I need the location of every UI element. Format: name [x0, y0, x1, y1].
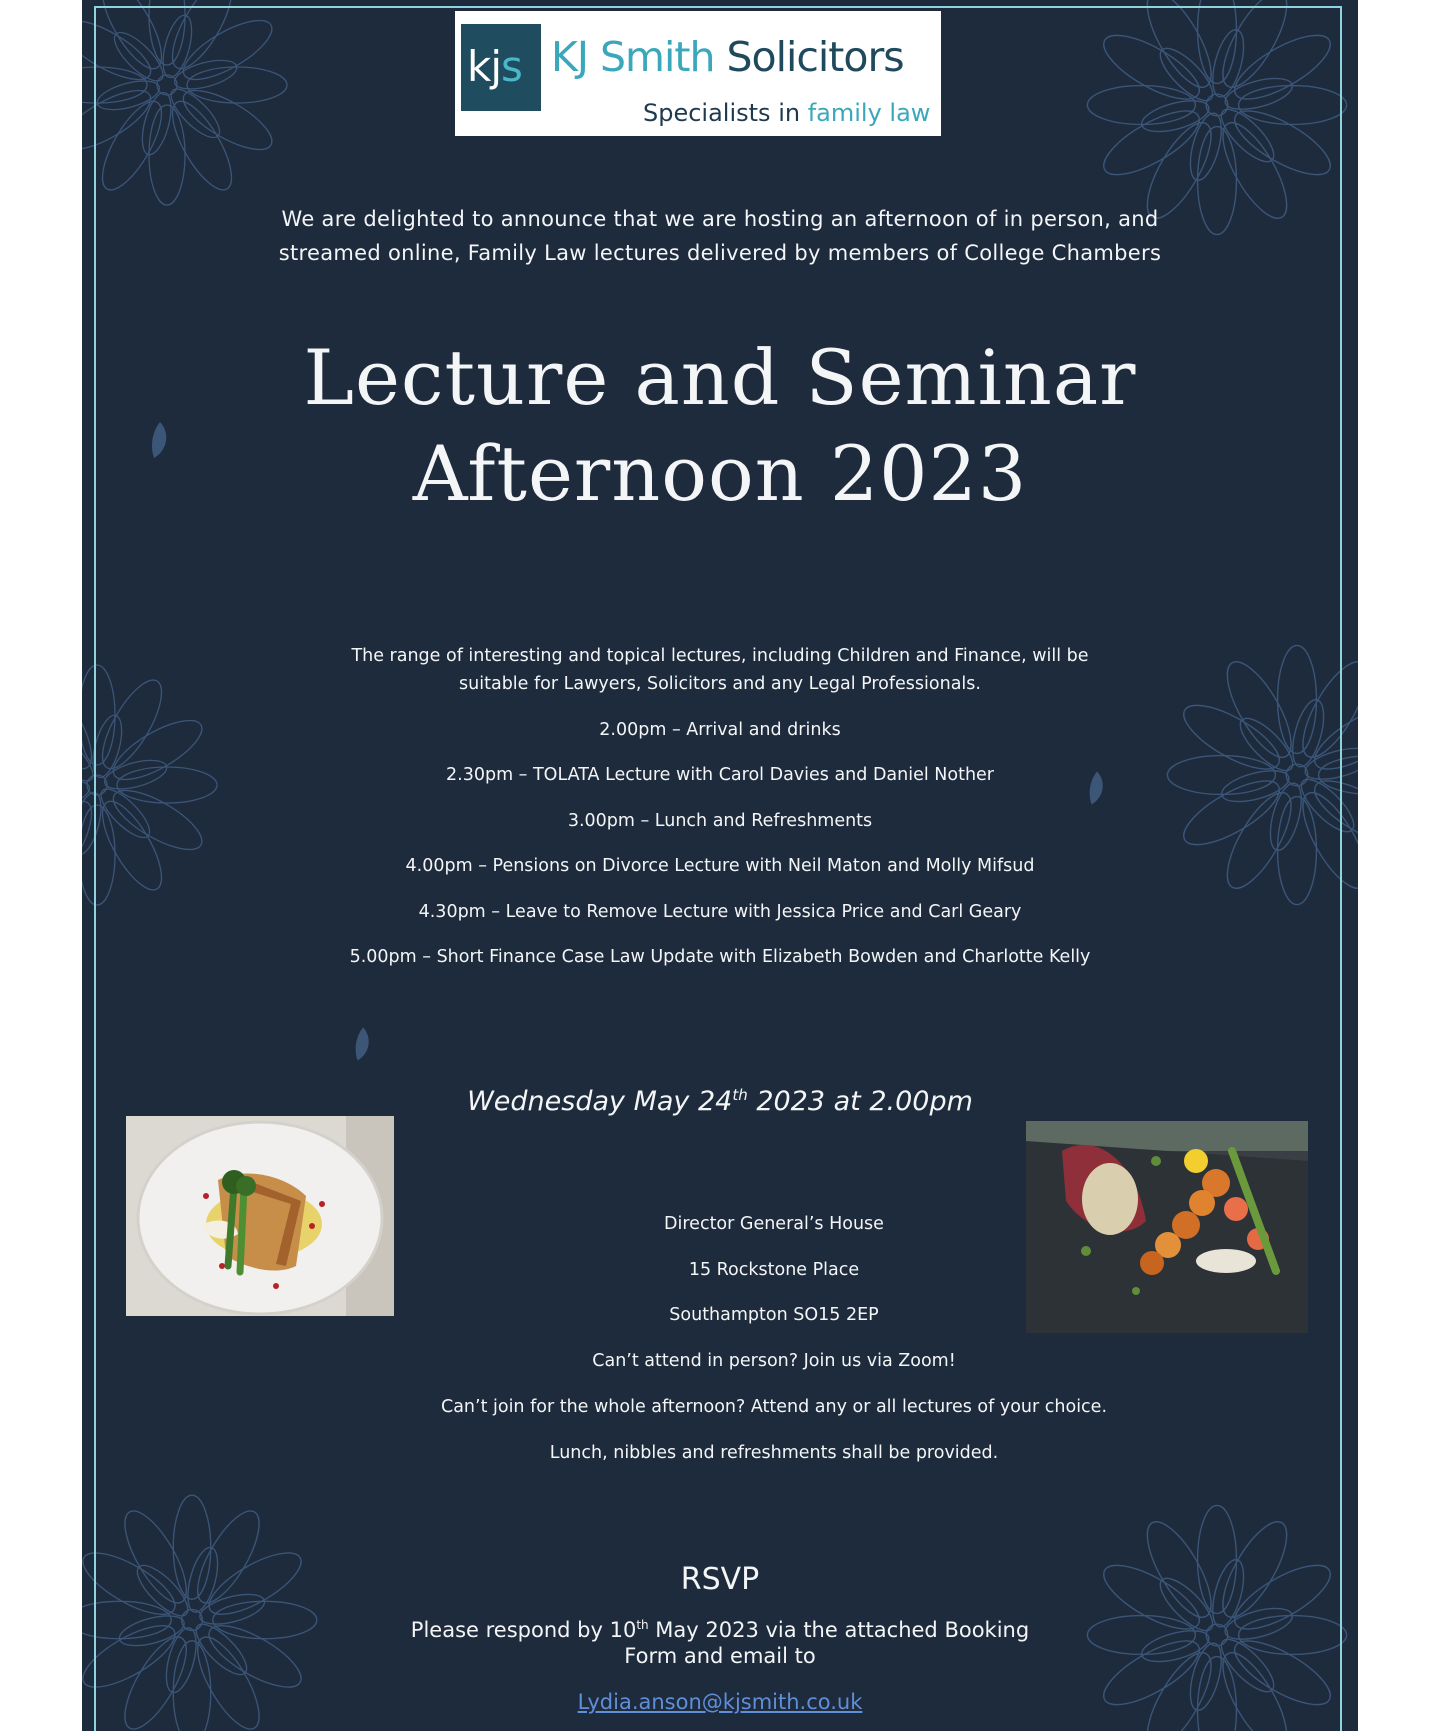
attendance-note: Can’t join for the whole afternoon? Attend any or all lectures of your choice.: [440, 1397, 1108, 1417]
venue-city: Southampton SO15 2EP: [669, 1305, 879, 1325]
rsvp-instructions-line-2: Form and email to: [624, 1644, 816, 1668]
schedule-item: 5.00pm – Short Finance Case Law Update with Elizabeth Bowden and Charlotte Kelly: [349, 947, 1091, 967]
intro-line-2: streamed online, Family Law lectures delivered by members of College Chambers: [278, 241, 1162, 265]
page-title-line-2: Afternoon 2023: [412, 429, 1028, 518]
logo-tagline: Specialists in family law: [643, 99, 931, 127]
rsvp-email-link[interactable]: Lydia.anson@kjsmith.co.uk: [577, 1690, 863, 1714]
description-line-1: The range of interesting and topical lectures, including Children and Finance, will be: [351, 646, 1089, 666]
venue-street: 15 Rockstone Place: [688, 1260, 860, 1280]
rsvp-email-row: [82, 1690, 1358, 1714]
floral-decoration-top-left: [82, 0, 292, 210]
schedule-item: 2.00pm – Arrival and drinks: [599, 720, 841, 740]
logo-company-name: KJ Smith Solicitors: [551, 33, 904, 81]
schedule-item: 2.30pm – TOLATA Lecture with Carol Davies and Daniel Nother: [446, 765, 994, 785]
description-line-2: suitable for Lawyers, Solicitors and any Legal Professionals.: [459, 674, 981, 694]
intro-line-1: We are delighted to announce that we are hosting an afternoon of in person, and: [281, 207, 1159, 231]
refreshments-note: Lunch, nibbles and refreshments shall be provided.: [549, 1443, 999, 1463]
invitation-flyer: [82, 0, 1358, 1731]
zoom-note: Can’t attend in person? Join us via Zoom!: [592, 1351, 956, 1371]
company-logo: [455, 11, 941, 136]
schedule-item: 4.30pm – Leave to Remove Lecture with Jessica Price and Carl Geary: [418, 902, 1022, 922]
event-date: Wednesday May 24th 2023 at 2.00pm: [467, 1086, 973, 1117]
venue-name: Director General’s House: [664, 1214, 884, 1234]
schedule-item: 4.00pm – Pensions on Divorce Lecture with Neil Maton and Molly Mifsud: [405, 856, 1035, 876]
logo-mark: kjs: [461, 24, 541, 111]
petal-decoration: [352, 1024, 374, 1064]
page-title-line-1: Lecture and Seminar: [303, 333, 1137, 422]
rsvp-instructions-line-1: Please respond by 10th May 2023 via the attached Booking: [410, 1618, 1030, 1642]
rsvp-heading: RSVP: [680, 1562, 760, 1597]
schedule-item: 3.00pm – Lunch and Refreshments: [567, 811, 873, 831]
